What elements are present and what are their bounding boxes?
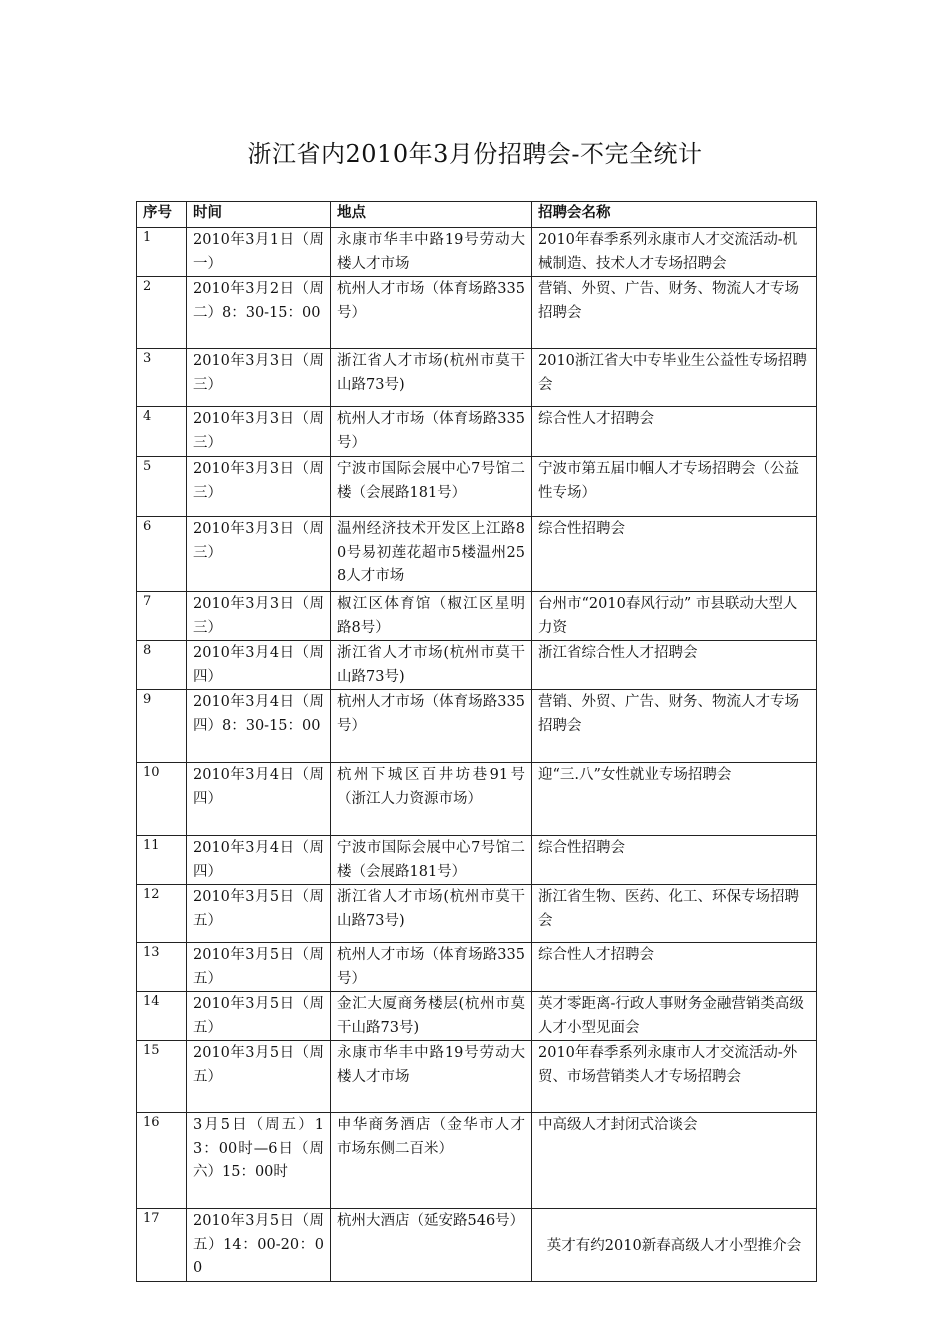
cell-no: 13 xyxy=(137,943,187,992)
cell-name: 宁波市第五届巾帼人才专场招聘会（公益性专场） xyxy=(532,457,817,517)
cell-no: 2 xyxy=(137,277,187,349)
table-row xyxy=(137,763,817,836)
table-row xyxy=(137,407,817,457)
cell-time: 2010年3月1日（周一） xyxy=(187,228,331,277)
table-row xyxy=(137,885,817,943)
cell-name: 2010年春季系列永康市人才交流活动-机械制造、技术人才专场招聘会 xyxy=(532,228,817,277)
cell-place: 永康市华丰中路19号劳动大楼人才市场 xyxy=(331,1041,532,1113)
cell-time: 2010年3月3日（周三） xyxy=(187,592,331,641)
table-row xyxy=(137,943,817,992)
cell-place: 金汇大厦商务楼层(杭州市莫干山路73号) xyxy=(331,992,532,1041)
table-row xyxy=(137,457,817,517)
cell-no: 16 xyxy=(137,1113,187,1209)
cell-place: 杭州人才市场（体育场路335号） xyxy=(331,690,532,763)
table-row xyxy=(137,517,817,592)
table-header-row xyxy=(137,202,817,228)
cell-no: 15 xyxy=(137,1041,187,1113)
cell-name: 台州市“2010春风行动” 市县联动大型人力资 xyxy=(532,592,817,641)
cell-name: 综合性招聘会 xyxy=(532,836,817,885)
cell-place: 杭州下城区百井坊巷91号（浙江人力资源市场） xyxy=(331,763,532,836)
table-row xyxy=(137,992,817,1041)
table-row xyxy=(137,228,817,277)
cell-name: 中高级人才封闭式洽谈会 xyxy=(532,1113,817,1209)
cell-time: 2010年3月4日（周四）8：30-15：00 xyxy=(187,690,331,763)
cell-place: 椒江区体育馆（椒江区星明路8号） xyxy=(331,592,532,641)
cell-no: 12 xyxy=(137,885,187,943)
cell-place: 温州经济技术开发区上江路80号易初莲花超市5楼温州258人才市场 xyxy=(331,517,532,592)
cell-place: 永康市华丰中路19号劳动大楼人才市场 xyxy=(331,228,532,277)
table-row xyxy=(137,1209,817,1282)
cell-name: 浙江省生物、医药、化工、环保专场招聘会 xyxy=(532,885,817,943)
document-title: 浙江省内2010年3月份招聘会-不完全统计 xyxy=(247,140,703,168)
cell-name: 英才有约2010新春高级人才小型推介会 xyxy=(532,1209,817,1282)
cell-time: 2010年3月4日（周四） xyxy=(187,836,331,885)
cell-no: 9 xyxy=(137,690,187,763)
cell-time: 2010年3月3日（周三） xyxy=(187,349,331,407)
cell-time: 2010年3月2日（周二）8：30-15：00 xyxy=(187,277,331,349)
cell-time: 2010年3月3日（周三） xyxy=(187,517,331,592)
cell-name: 迎“三.八”女性就业专场招聘会 xyxy=(532,763,817,836)
cell-time: 2010年3月5日（周五） xyxy=(187,943,331,992)
cell-name: 综合性招聘会 xyxy=(532,517,817,592)
cell-time: 3月5日（周五）13：00时—6日（周六）15：00时 xyxy=(187,1113,331,1209)
cell-place: 杭州人才市场（体育场路335号） xyxy=(331,277,532,349)
cell-no: 3 xyxy=(137,349,187,407)
cell-name: 2010年春季系列永康市人才交流活动-外贸、市场营销类人才专场招聘会 xyxy=(532,1041,817,1113)
header-place: 地点 xyxy=(331,202,532,228)
table-row xyxy=(137,1041,817,1113)
header-time: 时间 xyxy=(187,202,331,228)
header-no: 序号 xyxy=(137,202,187,228)
header-name: 招聘会名称 xyxy=(532,202,817,228)
cell-time: 2010年3月5日（周五） xyxy=(187,1041,331,1113)
cell-no: 8 xyxy=(137,641,187,690)
cell-no: 14 xyxy=(137,992,187,1041)
cell-place: 浙江省人才市场(杭州市莫干山路73号) xyxy=(331,885,532,943)
cell-name: 综合性人才招聘会 xyxy=(532,407,817,457)
cell-place: 浙江省人才市场(杭州市莫干山路73号) xyxy=(331,349,532,407)
cell-name: 浙江省综合性人才招聘会 xyxy=(532,641,817,690)
cell-place: 宁波市国际会展中心7号馆二楼（会展路181号） xyxy=(331,836,532,885)
table-row xyxy=(137,690,817,763)
cell-name: 综合性人才招聘会 xyxy=(532,943,817,992)
cell-place: 宁波市国际会展中心7号馆二楼（会展路181号） xyxy=(331,457,532,517)
cell-place: 杭州人才市场（体育场路335号） xyxy=(331,407,532,457)
table-row xyxy=(137,592,817,641)
recruitment-fair-table xyxy=(136,201,817,1282)
cell-name: 英才零距离-行政人事财务金融营销类高级人才小型见面会 xyxy=(532,992,817,1041)
table-row xyxy=(137,641,817,690)
table-row xyxy=(137,349,817,407)
cell-place: 杭州大酒店（延安路546号） xyxy=(331,1209,532,1282)
cell-no: 17 xyxy=(137,1209,187,1282)
cell-time: 2010年3月5日（周五）14：00-20：00 xyxy=(187,1209,331,1282)
cell-name: 营销、外贸、广告、财务、物流人才专场招聘会 xyxy=(532,277,817,349)
cell-no: 7 xyxy=(137,592,187,641)
cell-no: 11 xyxy=(137,836,187,885)
cell-name: 营销、外贸、广告、财务、物流人才专场招聘会 xyxy=(532,690,817,763)
cell-place: 杭州人才市场（体育场路335号） xyxy=(331,943,532,992)
table-row xyxy=(137,836,817,885)
table-row xyxy=(137,277,817,349)
cell-time: 2010年3月4日（周四） xyxy=(187,641,331,690)
cell-no: 10 xyxy=(137,763,187,836)
cell-name: 2010浙江省大中专毕业生公益性专场招聘会 xyxy=(532,349,817,407)
cell-place: 申华商务酒店（金华市人才市场东侧二百米） xyxy=(331,1113,532,1209)
cell-place: 浙江省人才市场(杭州市莫干山路73号) xyxy=(331,641,532,690)
cell-time: 2010年3月4日（周四） xyxy=(187,763,331,836)
cell-time: 2010年3月3日（周三） xyxy=(187,407,331,457)
cell-no: 5 xyxy=(137,457,187,517)
cell-time: 2010年3月5日（周五） xyxy=(187,885,331,943)
table-row xyxy=(137,1113,817,1209)
cell-time: 2010年3月5日（周五） xyxy=(187,992,331,1041)
cell-no: 6 xyxy=(137,517,187,592)
cell-time: 2010年3月3日（周三） xyxy=(187,457,331,517)
cell-no: 4 xyxy=(137,407,187,457)
cell-no: 1 xyxy=(137,228,187,277)
